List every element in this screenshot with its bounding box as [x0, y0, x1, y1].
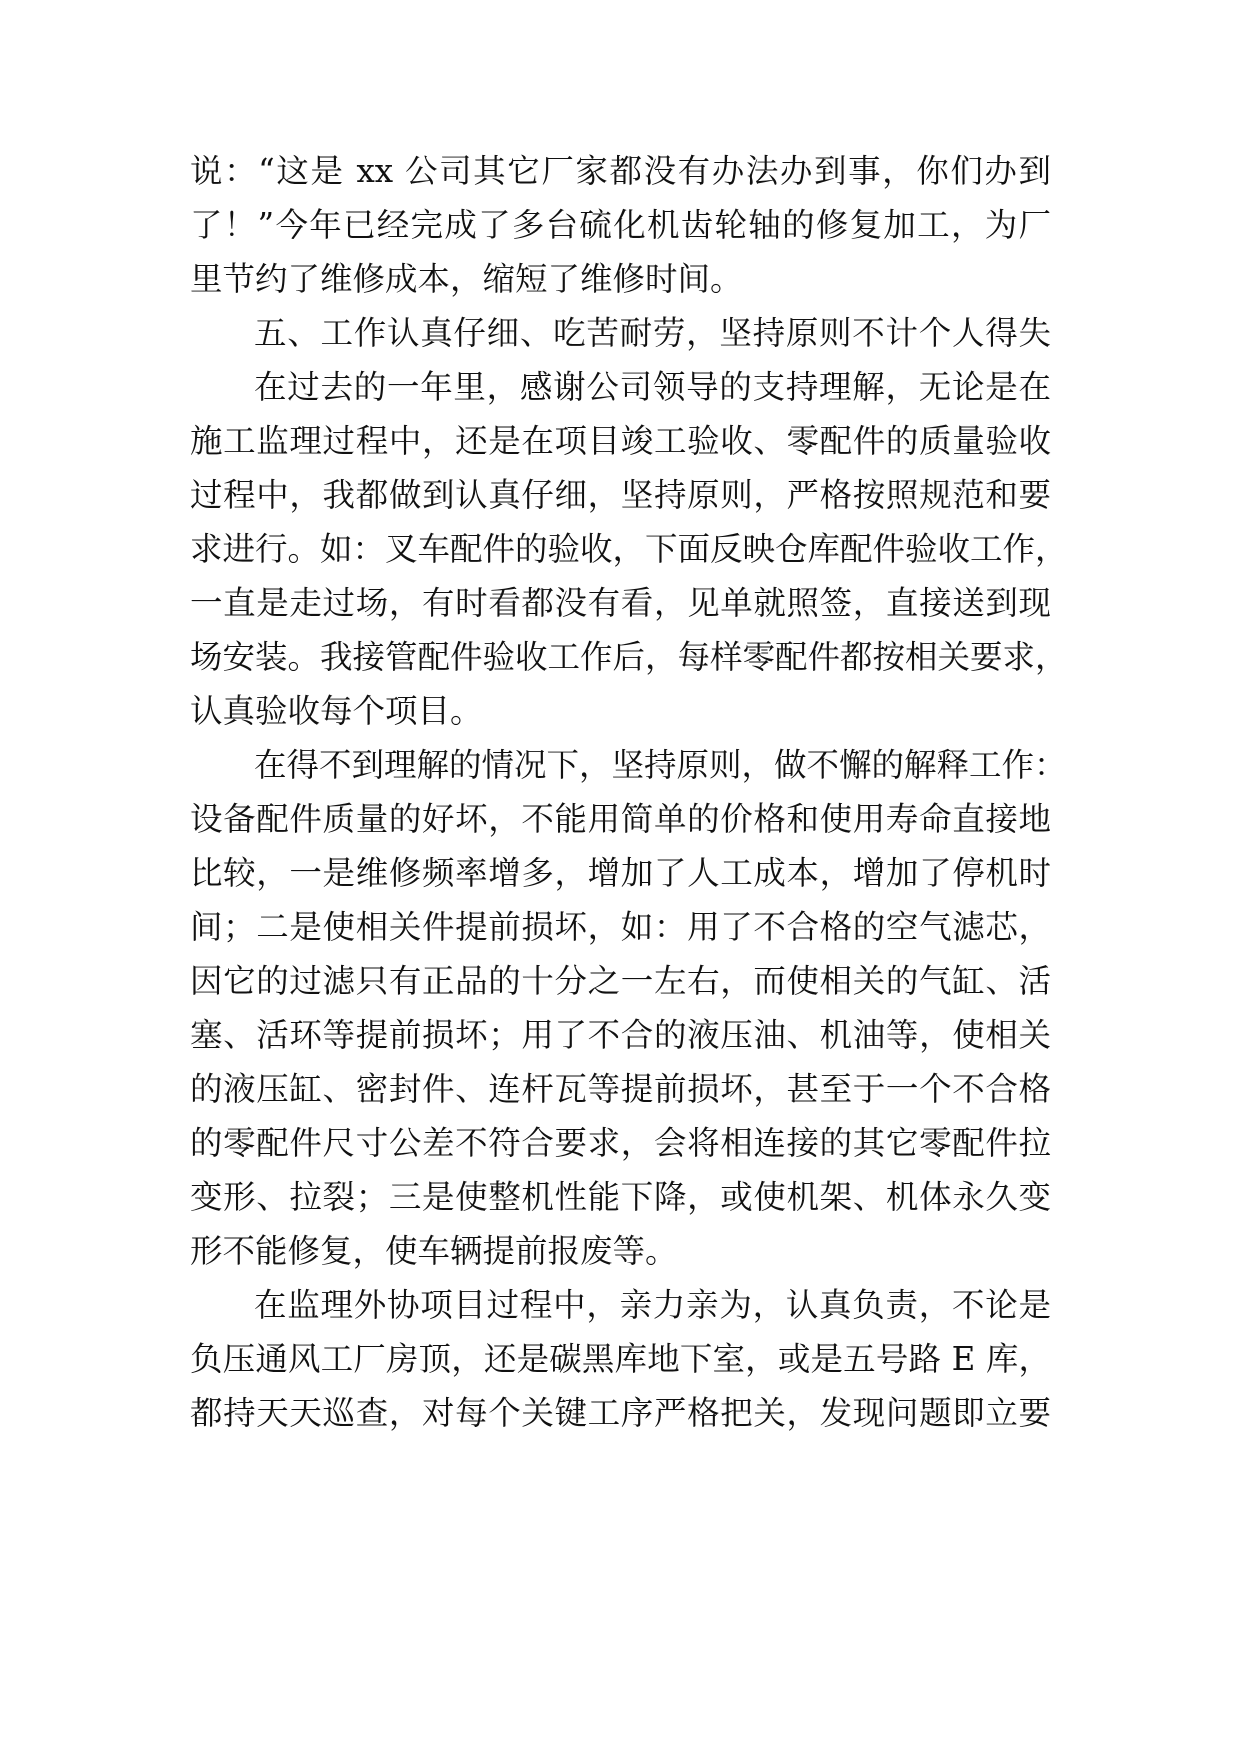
- text-line: 场安装。我接管配件验收工作后，每样零配件都按相关要求，: [190, 638, 1068, 676]
- text-line: 形不能修复，使车辆提前报废等。: [190, 1232, 678, 1270]
- text-line: 了！”今年已经完成了多台硫化机齿轮轴的修复加工，为厂: [190, 206, 1051, 244]
- text-line: 的液压缸、密封件、连杆瓦等提前损坏，甚至于一个不合格: [190, 1070, 1051, 1108]
- text-line: 认真验收每个项目。: [190, 692, 483, 730]
- text-line: 施工监理过程中，还是在项目竣工验收、零配件的质量验收: [190, 422, 1051, 460]
- text-line: 因它的过滤只有正品的十分之一左右，而使相关的气缸、活: [190, 962, 1051, 1000]
- text-line: 的零配件尺寸公差不符合要求，会将相连接的其它零配件拉: [190, 1124, 1051, 1162]
- text-line: 都持天天巡查，对每个关键工序严格把关，发现问题即立要: [190, 1394, 1051, 1432]
- section-heading: 五、工作认真仔细、吃苦耐劳，坚持原则不计个人得失: [254, 314, 1051, 352]
- text-line: 比较，一是维修频率增多，增加了人工成本，增加了停机时: [190, 854, 1051, 892]
- text-line: 间；二是使相关件提前损坏，如：用了不合格的空气滤芯，: [190, 908, 1051, 946]
- text-line: 负压通风工厂房顶，还是碳黑库地下室，或是五号路 E 库，: [190, 1340, 1051, 1378]
- text-line: 在过去的一年里，感谢公司领导的支持理解，无论是在: [254, 368, 1051, 406]
- text-line: 变形、拉裂；三是使整机性能下降，或使机架、机体永久变: [190, 1178, 1051, 1216]
- text-line: 说：“这是 xx 公司其它厂家都没有办法办到事，你们办到: [190, 152, 1051, 190]
- text-line: 设备配件质量的好坏，不能用简单的价格和使用寿命直接地: [190, 800, 1051, 838]
- text-line: 塞、活环等提前损坏；用了不合的液压油、机油等，使相关: [190, 1016, 1051, 1054]
- text-line: 在监理外协项目过程中，亲力亲为，认真负责，不论是: [254, 1286, 1051, 1324]
- text-line: 里节约了维修成本，缩短了维修时间。: [190, 260, 743, 298]
- text-line: 在得不到理解的情况下，坚持原则，做不懈的解释工作：: [254, 746, 1067, 784]
- text-line: 求进行。如：叉车配件的验收，下面反映仓库配件验收工作，: [190, 530, 1068, 568]
- text-line: 过程中，我都做到认真仔细，坚持原则，严格按照规范和要: [190, 476, 1051, 514]
- text-line: 一直是走过场，有时看都没有看，见单就照签，直接送到现: [190, 584, 1051, 622]
